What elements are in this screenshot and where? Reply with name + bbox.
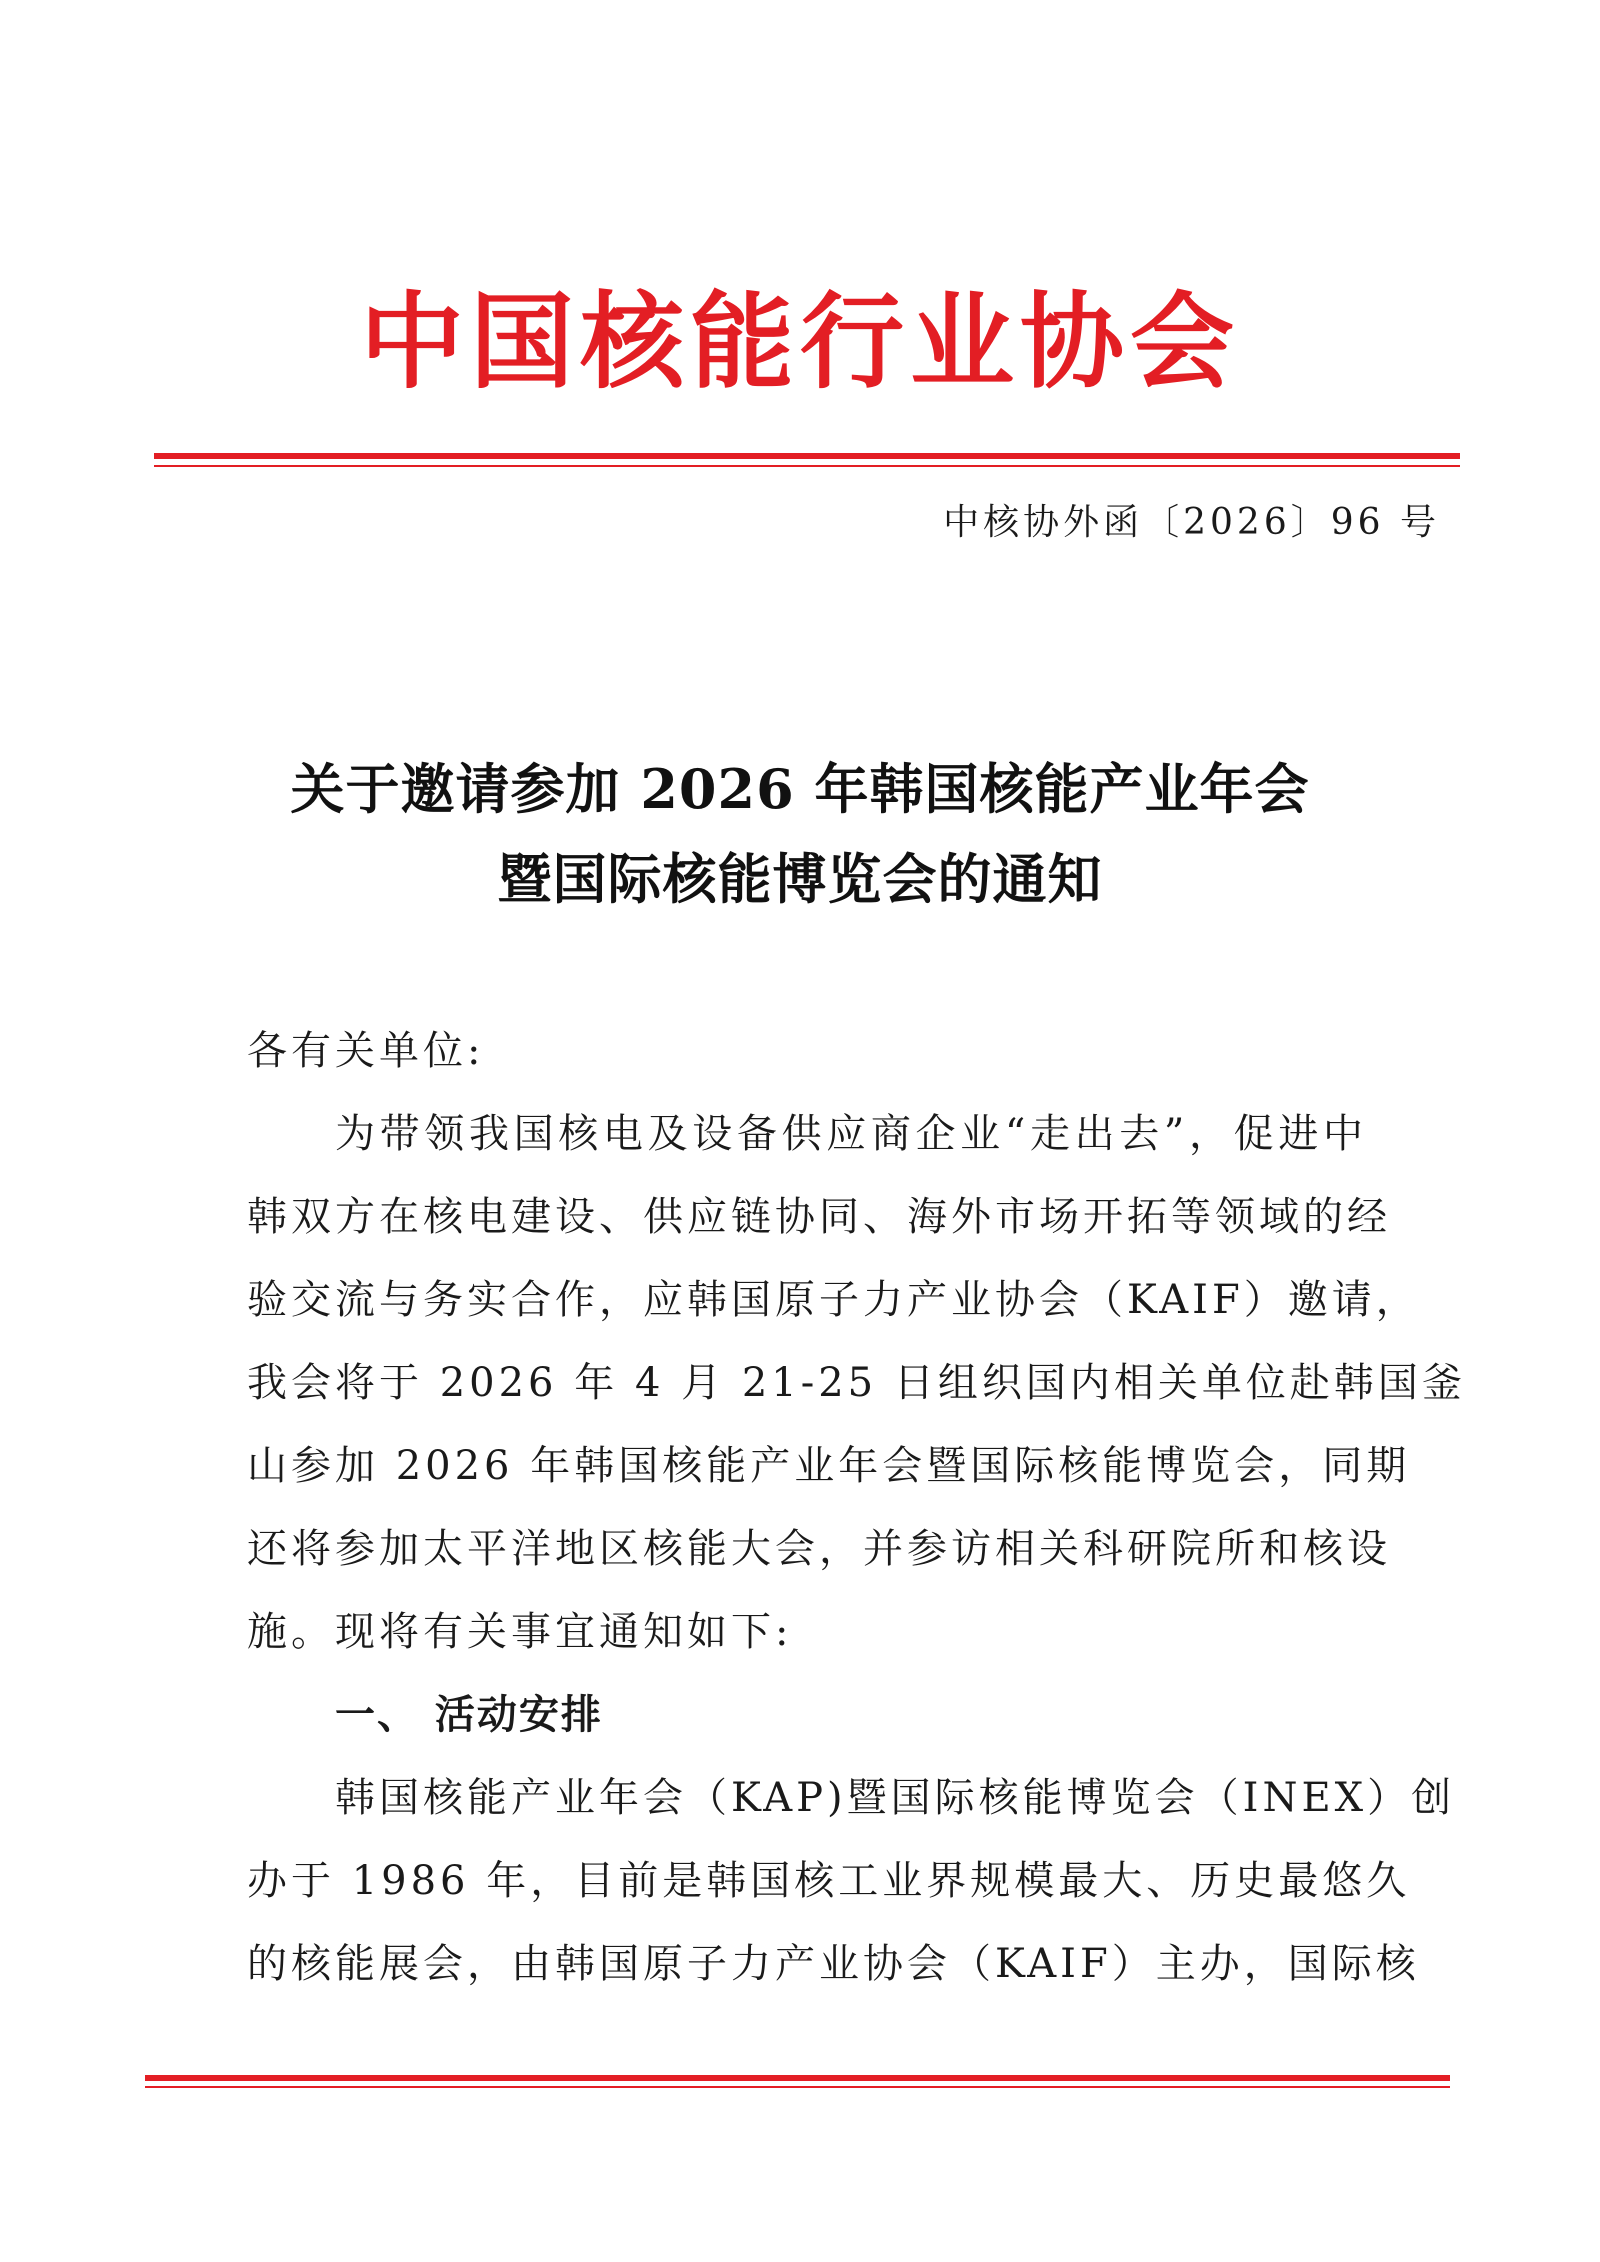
document-title-line-2: 暨国际核能博览会的通知	[497, 847, 1103, 911]
footer-divider-thin	[145, 2086, 1450, 2088]
footer-divider-thick	[145, 2075, 1450, 2081]
paragraph-2-line: 办于 1986 年，目前是韩国核工业界规模最大、历史最悠久	[247, 1858, 1411, 1904]
paragraph-1-line: 验交流与务实合作，应韩国原子力产业协会（KAIF）邀请，	[247, 1277, 1420, 1323]
section-heading: 一、 活动安排	[335, 1692, 603, 1738]
paragraph-1-line: 韩双方在核电建设、供应链协同、海外市场开拓等领域的经	[247, 1194, 1391, 1240]
salutation: 各有关单位:	[247, 1028, 485, 1074]
document-number: 中核协外函〔2026〕96 号	[943, 502, 1440, 543]
paragraph-1-line: 山参加 2026 年韩国核能产业年会暨国际核能博览会，同期	[247, 1443, 1411, 1489]
paragraph-1-line: 为带领我国核电及设备供应商企业“走出去”，促进中	[335, 1111, 1367, 1157]
header-divider-thin	[154, 465, 1460, 467]
header-divider-thick	[154, 453, 1460, 459]
paragraph-1-line: 还将参加太平洋地区核能大会，并参访相关科研院所和核设	[247, 1526, 1391, 1572]
paragraph-1-line: 我会将于 2026 年 4 月 21-25 日组织国内相关单位赴韩国釜	[247, 1360, 1466, 1406]
document-title-line-1: 关于邀请参加 2026 年韩国核能产业年会	[290, 757, 1310, 821]
paragraph-2-line: 的核能展会，由韩国原子力产业协会（KAIF）主办，国际核	[247, 1941, 1420, 1987]
paragraph-1-line: 施。现将有关事宜通知如下:	[247, 1609, 793, 1655]
organization-header: 中国核能行业协会	[359, 281, 1240, 403]
paragraph-2-line: 韩国核能产业年会（KAP)暨国际核能博览会（INEX）创	[335, 1775, 1456, 1821]
document-body	[247, 1010, 1466, 2006]
